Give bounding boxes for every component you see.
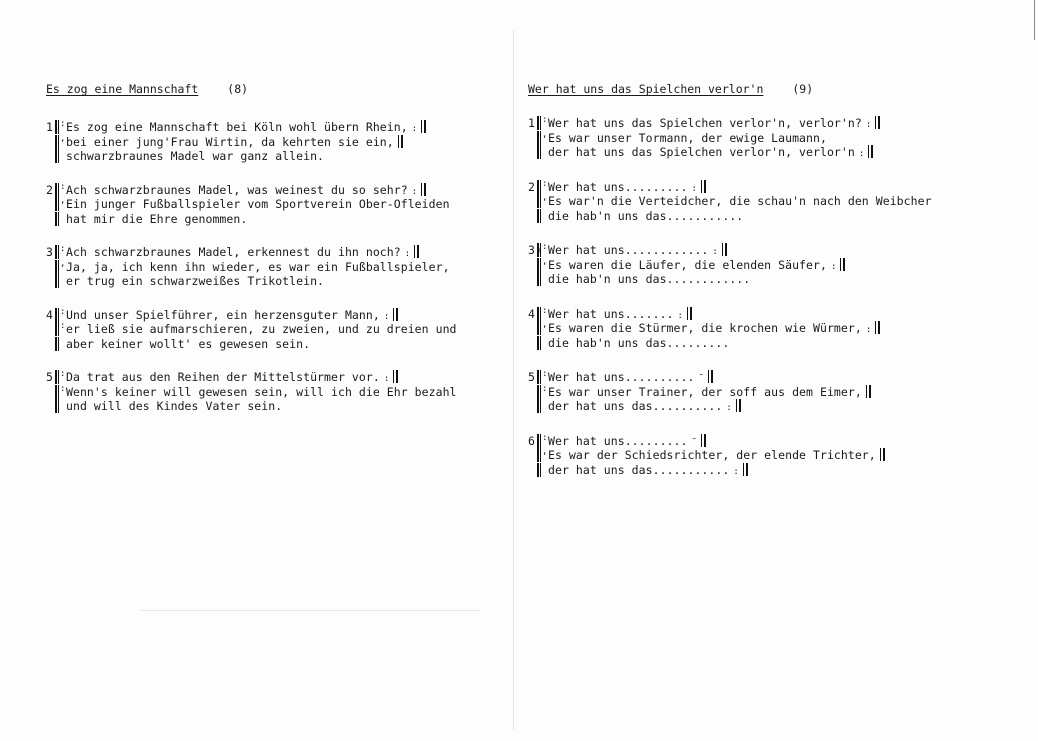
song-header	[46, 82, 516, 112]
repeat-close-sign	[398, 135, 403, 148]
verse-number: 1	[46, 120, 53, 134]
repeat-open-sign	[55, 399, 59, 413]
repeat-close-sign	[421, 120, 426, 133]
repeat-open-sign	[537, 209, 541, 223]
verse-text: Es war'n die Verteidcher, die schau'n nach den Weibcher	[548, 194, 932, 208]
repeat-open-sign	[55, 322, 59, 336]
verse-text: Es war der Schiedsrichter, der elende Trichter,	[548, 448, 876, 462]
repeat-dots: ˙	[60, 211, 66, 221]
repeat-open-sign	[537, 448, 541, 462]
verse-number: 5	[46, 370, 53, 384]
repeat-dots: ˙	[60, 336, 66, 346]
verse-text: Ach schwarzbraunes Madel, erkennest du ihn noch?	[66, 245, 401, 259]
repeat-dots: :	[411, 186, 418, 197]
repeat-open-sign	[537, 116, 541, 130]
verse-text: die hab'n uns das...........	[548, 208, 744, 223]
verse	[528, 370, 958, 414]
verse-text: Ach schwarzbraunes Madel, was weinest du so sehr?	[66, 182, 408, 197]
verse-line	[528, 194, 970, 209]
verse-line	[528, 180, 970, 195]
repeat-dots: :	[542, 306, 548, 316]
verse-text: schwarzbraunes Madel war ganz allein.	[66, 149, 325, 163]
verse-line	[528, 116, 970, 131]
repeat-dots: :	[712, 247, 718, 257]
verse-text: Es waren die Läufer, die elenden Säufer,	[548, 257, 827, 272]
repeat-close-sign	[875, 321, 880, 334]
repeat-dots: ,	[542, 130, 548, 140]
repeat-open-sign	[55, 370, 59, 384]
repeat-dots: :	[542, 384, 548, 394]
repeat-open-sign	[55, 212, 59, 226]
verse	[528, 243, 958, 287]
verse-text: der hat uns das..........	[548, 399, 723, 413]
verse-line	[46, 322, 506, 337]
repeat-dots: :	[60, 120, 66, 129]
verse-line	[528, 145, 970, 160]
verse	[46, 245, 516, 289]
song-title: Wer hat uns das Spielchen verlor'n	[528, 82, 764, 96]
repeat-open-sign	[537, 385, 541, 399]
repeat-dots: :	[383, 374, 390, 384]
verse-line	[528, 272, 970, 287]
repeat-close-sign	[840, 258, 845, 271]
verse-line	[528, 209, 970, 224]
repeat-open-sign	[55, 337, 59, 351]
verse-text: er trug ein schwarzweißes Trikotlein.	[66, 274, 325, 288]
verse-line	[46, 308, 506, 323]
verse-text: Und unser Spielführer, ein herzensguter Mann,	[66, 307, 380, 322]
verse-text: Wer hat uns..........	[548, 370, 695, 384]
verse-line	[46, 197, 506, 212]
verse	[528, 116, 958, 160]
verse-line	[528, 307, 970, 322]
verse	[528, 180, 958, 224]
repeat-dots: ,	[542, 257, 548, 267]
repeat-open-sign	[55, 135, 59, 149]
repeat-close-sign	[875, 116, 880, 129]
verse-line	[46, 135, 506, 150]
verse-number: 5	[528, 370, 535, 384]
repeat-dots: ˜	[698, 374, 704, 384]
repeat-dots: ˙	[542, 462, 548, 472]
verse-text: der hat uns das...........	[548, 462, 730, 477]
repeat-open-sign	[55, 183, 59, 197]
repeat-close-sign	[393, 370, 398, 383]
verse-text: Wer hat uns.........	[548, 433, 688, 448]
repeat-open-sign	[537, 463, 541, 477]
repeat-dots: :	[542, 433, 548, 443]
verse-line	[46, 260, 506, 275]
verse	[46, 308, 516, 352]
repeat-dots: :	[542, 243, 548, 252]
repeat-dots: :	[60, 182, 66, 192]
song-number: (8)	[227, 82, 249, 96]
repeat-dots: ˙	[542, 145, 548, 154]
verse-line	[528, 448, 970, 463]
verse-text: Wer hat uns.........	[548, 179, 688, 194]
repeat-dots: :	[865, 120, 872, 130]
verse-text: Es war unser Tormann, der ewige Laumann,	[548, 130, 827, 145]
repeat-dots: :	[60, 307, 66, 317]
repeat-dots: ,	[60, 134, 66, 144]
repeat-close-sign	[701, 180, 706, 193]
repeat-open-sign	[55, 274, 59, 288]
verse-line	[46, 370, 506, 385]
repeat-open-sign	[537, 434, 541, 448]
edge-mark	[1034, 0, 1035, 40]
verse-text: Da trat aus den Reihen der Mittelstürmer vor.	[66, 370, 380, 384]
repeat-dots: :	[60, 245, 66, 254]
repeat-open-sign	[537, 194, 541, 208]
repeat-open-sign	[537, 399, 541, 413]
verse-line	[528, 321, 970, 336]
verse-number: 2	[46, 182, 53, 197]
repeat-close-sign	[743, 463, 748, 476]
repeat-dots: :	[60, 322, 66, 331]
repeat-open-sign	[537, 321, 541, 335]
verse-text: Es war unser Trainer, der soff aus dem Eimer,	[548, 384, 862, 399]
verse-line	[528, 463, 970, 478]
verse-line	[46, 183, 506, 198]
repeat-dots: ˜	[691, 437, 697, 448]
repeat-open-sign	[537, 145, 541, 159]
verse-text: Ein junger Fußballspieler vom Sportverein Ober-Ofleiden	[66, 197, 450, 211]
verse-text: Es zog eine Mannschaft bei Köln wohl übern Rhein,	[66, 120, 408, 134]
repeat-dots: :	[733, 466, 739, 477]
verse-text: aber keiner wollt' es gewesen sein.	[66, 336, 311, 351]
verse-line	[46, 245, 506, 260]
repeat-dots: :	[383, 311, 390, 322]
repeat-close-sign	[722, 243, 727, 256]
verse-text: der hat uns das Spielchen verlor'n, verlor'n	[548, 145, 855, 159]
verse	[528, 434, 958, 478]
repeat-open-sign	[55, 308, 59, 322]
repeat-dots: :	[726, 403, 732, 413]
repeat-dots: ˙	[542, 272, 548, 281]
verse-text: die hab'n uns das.........	[548, 335, 730, 350]
repeat-open-sign	[537, 336, 541, 350]
repeat-close-sign	[868, 145, 873, 158]
repeat-open-sign	[55, 197, 59, 211]
repeat-open-sign	[55, 120, 59, 134]
verse-text: Ja, ja, ich kenn ihn wieder, es war ein Fußballspieler,	[66, 259, 450, 274]
verse-line	[528, 385, 970, 400]
repeat-close-sign	[393, 308, 398, 321]
repeat-dots: ,	[60, 259, 66, 269]
repeat-close-sign	[736, 399, 741, 412]
left-song-column	[46, 82, 516, 433]
repeat-open-sign	[537, 258, 541, 272]
verse-text: bei einer jung'Frau Wirtin, da kehrten sie ein,	[66, 134, 394, 149]
repeat-open-sign	[537, 370, 541, 384]
repeat-dots: :	[691, 183, 697, 194]
repeat-open-sign	[537, 307, 541, 321]
repeat-dots: ,	[60, 197, 66, 206]
verse-line	[528, 399, 970, 414]
verse-line	[528, 434, 970, 449]
repeat-dots: ˙	[60, 274, 66, 283]
verse	[46, 183, 516, 227]
verse-line	[528, 131, 970, 146]
repeat-open-sign	[55, 245, 59, 259]
verse-text: Wer hat uns............	[548, 243, 709, 257]
repeat-dots: :	[830, 261, 837, 272]
verse-text: Es waren die Stürmer, die krochen wie Würmer,	[548, 321, 862, 335]
repeat-dots: ,	[542, 448, 548, 457]
verse-line	[46, 274, 506, 289]
verse-line	[46, 399, 506, 414]
verse-number: 2	[528, 179, 535, 194]
verse-line	[46, 149, 506, 164]
verse-text: er ließ sie aufmarschieren, zu zweien, und zu dreien und	[66, 322, 457, 336]
repeat-dots: ˙	[60, 149, 66, 158]
repeat-dots: ,	[542, 194, 548, 203]
verse-number: 1	[528, 116, 535, 130]
verse-text: Wer hat uns.......	[548, 306, 674, 321]
verse-number: 6	[528, 433, 535, 448]
repeat-dots: :	[542, 179, 548, 189]
verse	[46, 370, 516, 414]
verse-line	[528, 336, 970, 351]
verse-line	[46, 120, 506, 135]
repeat-dots: :	[542, 370, 548, 379]
repeat-close-sign	[701, 434, 706, 447]
repeat-close-sign	[414, 245, 419, 258]
song-title: Es zog eine Mannschaft	[46, 82, 199, 96]
repeat-dots: :	[60, 384, 66, 394]
repeat-dots: ˙	[60, 399, 66, 408]
repeat-close-sign	[708, 370, 713, 383]
verse-number: 3)	[528, 243, 542, 257]
verse-text: und will des Kindes Vater sein.	[66, 399, 283, 413]
verse-text: die hab'n uns das............	[548, 272, 751, 286]
repeat-close-sign	[880, 448, 885, 461]
verse-number: 4	[528, 306, 535, 321]
repeat-open-sign	[55, 385, 59, 399]
faint-rule	[140, 610, 480, 611]
verse-text: Wer hat uns das Spielchen verlor'n, verlor'n?	[548, 116, 862, 130]
verse-number: 3	[46, 245, 53, 259]
verse	[46, 120, 516, 164]
repeat-open-sign	[55, 260, 59, 274]
verse-line	[528, 243, 970, 258]
verse-line	[46, 337, 506, 352]
repeat-dots: ˙	[542, 335, 548, 345]
repeat-dots: ˙	[542, 399, 548, 408]
repeat-open-sign	[537, 243, 541, 257]
song-number: (9)	[792, 82, 814, 96]
verse-text: hat mir die Ehre genommen.	[66, 211, 248, 226]
repeat-dots: :	[677, 310, 683, 321]
repeat-close-sign	[866, 385, 871, 398]
repeat-open-sign	[537, 180, 541, 194]
repeat-dots: ,	[542, 321, 548, 330]
right-song-column	[528, 82, 958, 497]
verse-line	[528, 370, 970, 385]
verse-line	[528, 258, 970, 273]
verse-line	[46, 385, 506, 400]
repeat-dots: :	[542, 116, 548, 125]
song-header	[528, 82, 958, 112]
repeat-close-sign	[421, 183, 426, 196]
verse-line	[46, 212, 506, 227]
repeat-dots: ˙	[542, 208, 548, 218]
repeat-open-sign	[537, 131, 541, 145]
verse	[528, 307, 958, 351]
verse-text: Wenn's keiner will gewesen sein, will ich die Ehr bezahl	[66, 384, 457, 399]
repeat-dots: :	[404, 249, 411, 259]
repeat-dots: :	[60, 370, 66, 379]
repeat-dots: :	[411, 124, 418, 134]
verse-number: 4	[46, 307, 53, 322]
repeat-dots: :	[858, 149, 865, 159]
repeat-open-sign	[537, 272, 541, 286]
repeat-dots: :	[865, 325, 872, 335]
repeat-open-sign	[55, 149, 59, 163]
repeat-close-sign	[687, 307, 692, 320]
